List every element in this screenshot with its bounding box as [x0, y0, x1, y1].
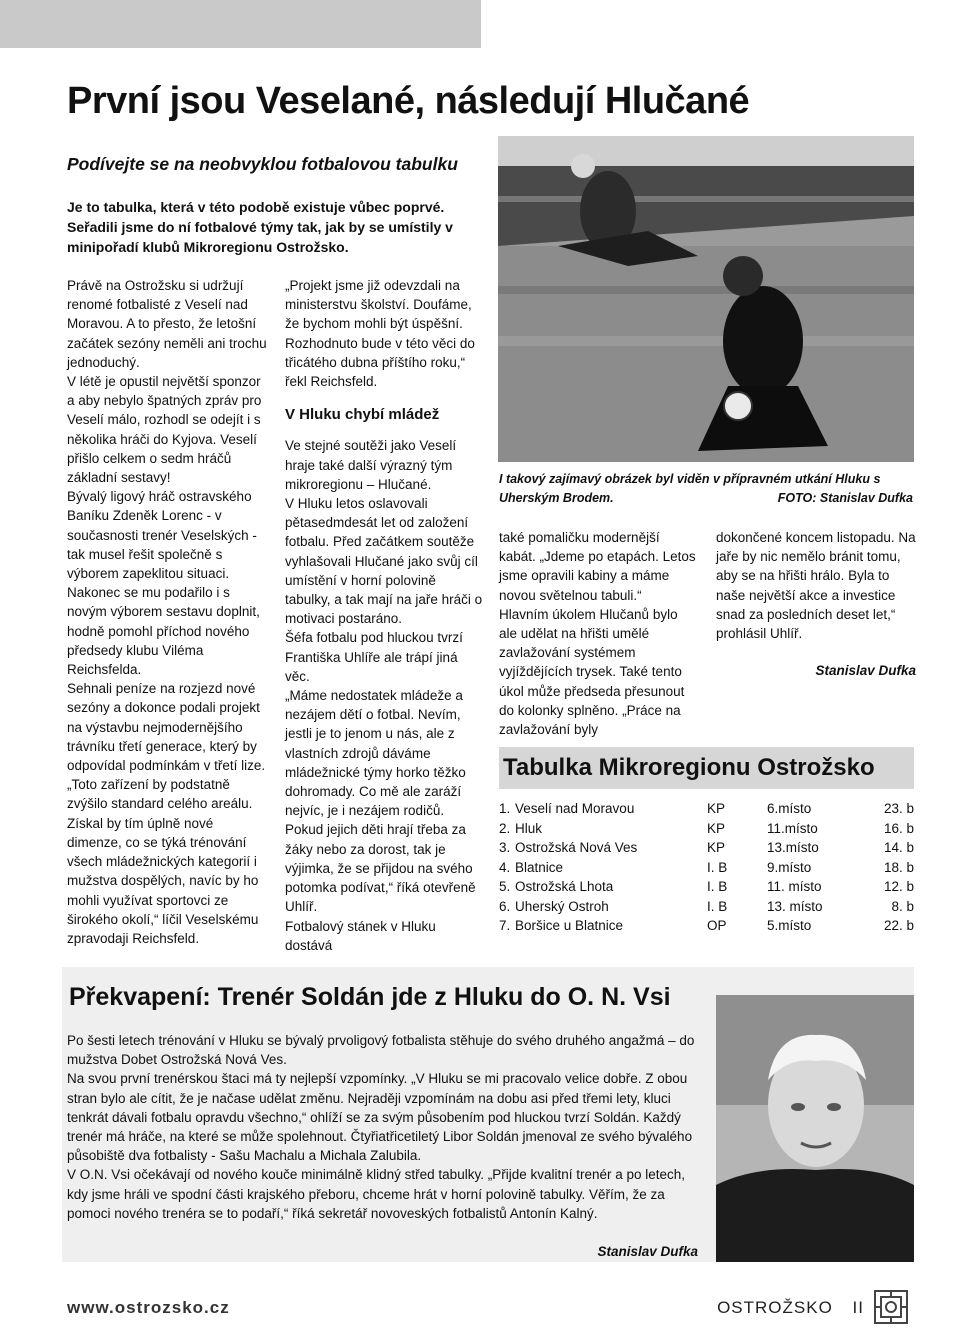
place-cell: 13.místo	[767, 840, 819, 856]
rank-cell: 6.	[499, 898, 511, 914]
paragraph: V létě je opustil největší sponzor a aby nebylo špatných zpráv pro Veselí málo, rozhodl se odejít i s několika hráči do Kyjova. Veselí přišlo celkem o sedm hráčů základní sestavy!	[67, 374, 262, 486]
ornament-logo-icon	[874, 1290, 908, 1324]
points-cell: 22. b	[883, 918, 914, 934]
team-cell: Ostrožská Nová Ves	[515, 840, 638, 856]
paragraph: Právě na Ostrožsku si udržují renomé fotbalisté z Veselí nad Moravou. A to přesto, že letošní začátek sezóny neměli ani trochu jednoduchý.	[67, 278, 267, 370]
text-column-1	[67, 276, 267, 948]
rank-cell: 3.	[499, 840, 511, 856]
photo-credit: FOTO: Stanislav Dufka	[777, 491, 913, 505]
league-cell: OP	[707, 918, 727, 934]
caption-text: I takový zajímavý obrázek byl viděn v přípravném utkání Hluku s Uherským Brodem.	[499, 472, 881, 505]
league-table-title: Tabulka Mikroregionu Ostrožsko	[499, 747, 914, 789]
league-cell: I. B	[707, 879, 728, 895]
place-cell: 5.místo	[767, 918, 812, 934]
top-gray-bar	[0, 0, 481, 48]
team-cell: Blatnice	[515, 859, 564, 875]
footer-website: www.ostrozsko.cz	[67, 1298, 230, 1317]
paragraph: „Projekt jsme již odevzdali na ministerstvu školství. Doufáme, že bychom mohli být úspěšní. Rozhodnuto bude v této věci do třicátého dubna příštího roku,“ řekl Reichsfeld.	[285, 278, 475, 390]
points-cell: 16. b	[883, 820, 914, 836]
table-row	[499, 916, 914, 936]
place-cell: 11. místo	[767, 879, 822, 895]
paragraph: „Máme nedostatek mládeže a nezájem dětí o fotbal. Nevím, jestli je to jenom u nás, ale z vlastních zdrojů dáváme mládežnické týmy horko těžko dohromady. Co mě ale zaráží nejvíc, je i nezájem rodičů. Pokud jejich děti hrají třeba za žáky nebo za dorost, tak je výjimka, že se přijdou na svého potomka podívat,“ říká otevřeně Uhlíř.	[285, 688, 476, 915]
league-cell: KP	[707, 840, 726, 856]
paragraph: Fotbalový stánek v Hluku dostává	[285, 918, 436, 953]
text-column-4	[716, 528, 916, 680]
points-cell: 14. b	[883, 840, 914, 856]
team-cell: Hluk	[515, 820, 543, 836]
paragraph: dokončené koncem listopadu. Na jaře by nic nemělo bránit tomu, aby se na hřišti hrálo. Byla to naše největší akce a investice snad za posledních deset let,“ prohlásil Uhlíř.	[716, 530, 916, 642]
photo-caption	[499, 470, 913, 508]
paragraph: také pomaličku modernější kabát. „Jdeme po etapách. Letos jsme opravili kabiny a máme novou světelnou tabuli.“	[499, 530, 696, 603]
paragraph: „Toto zařízení by podstatně zvýšilo standard celého areálu. Získal by tím úplně nové dimenze, co se týká trénování všech mládežnických kategorií i mužstva dospělých, navíc by ho mohli využívat sportovci ze širokého okolí,“ líčil Veselskému zpravodaji Reichsfeld.	[67, 777, 259, 946]
table-row	[499, 838, 914, 858]
paragraph: Hlavním úkolem Hlučanů bylo ale udělat na hřišti umělé zavlažování systémem vyjíždějících trysek. Také tento úkol může předseda přesunout do kolonky splněno. „Práce na zavlažování byly	[499, 606, 685, 738]
article-headline: První jsou Veselané, následují Hlučané	[67, 80, 750, 122]
place-cell: 11.místo	[767, 820, 818, 836]
team-cell: Ostrožská Lhota	[515, 879, 614, 895]
football-match-photo	[498, 136, 914, 462]
rank-cell: 7.	[499, 918, 511, 934]
points-cell: 18. b	[883, 859, 914, 875]
league-cell: I. B	[707, 898, 728, 914]
points-cell: 8. b	[891, 898, 914, 914]
paragraph: V O.N. Vsi očekávají od nového kouče minimálně klidný střed tabulky. „Přijde kvalitní trenér a po letech, kdy jsme hráli ve spodní části krajského přeboru, chceme hrát v horní polovině tabulky. Věřím, že za pomoci nového trenéra se to podaří,“ říká sekretář novoveských fotbalistů Antonín Kalný.	[67, 1167, 686, 1221]
rank-cell: 5.	[499, 879, 511, 895]
points-cell: 23. b	[883, 801, 914, 817]
paragraph: Šéfa fotbalu pod hluckou tvrzí Františka Uhlíře ale trápí jiná věc.	[285, 630, 463, 684]
article-lead: Je to tabulka, která v této podobě existuje vůbec poprvé. Seřadili jsme do ní fotbalové týmy tak, jak by se umístily v minipořadí klubů Mikroregionu Ostrožsko.	[67, 199, 453, 255]
table-row	[499, 799, 914, 819]
section-subheading: V Hluku chybí mládež	[285, 406, 440, 424]
text-column-3	[499, 528, 699, 739]
table-row	[499, 858, 914, 878]
paragraph: Po šesti letech trénování v Hluku se bývalý prvoligový fotbalista stěhuje do svého druhého angažmá – do mužstva Dobet Ostrožská Nová Ves.	[67, 1033, 695, 1068]
paragraph: Na svou první trenérskou štaci má ty nejlepší vzpomínky. „V Hluku se mi pracovalo velice dobře. Z obou stran bylo ale cítit, že je načase udělat změnu. Nejraději vzpomínám na dobu asi před třemi lety, kluci tenkrát dávali fotbalu opravdu všechno,“ ohlíží se za svým působením pod hluckou tvrzí Soldán. Každý trenér má hráče, na které se může spolehnout. Čtyřiatřicetiletý Libor Soldán jmenoval ze svého bývalého působiště dva fotbalisty - Sašu Machalu a Michala Zalubila.	[67, 1071, 693, 1164]
place-cell: 13. místo	[767, 898, 823, 914]
league-table-box	[499, 747, 914, 936]
author-signature: Stanislav Dufka	[815, 663, 916, 679]
points-cell: 12. b	[883, 879, 914, 895]
paragraph: V Hluku letos oslavovali pětasedmdesát let od založení fotbalu. Před začátkem soutěže vyhlašovali Hlučané jako svůj cíl umístění v horní polovině tabulky, a tak mají na jaře hráči o motivaci postaráno.	[285, 496, 483, 627]
bottom-article-title: Překvapení: Trenér Soldán jde z Hluku do O. N. Vsi	[69, 983, 671, 1011]
bottom-article-text	[67, 1031, 705, 1223]
table-row	[499, 897, 914, 917]
team-cell: Veselí nad Moravou	[515, 801, 635, 817]
team-cell: Uherský Ostroh	[515, 898, 609, 914]
article-subheadline: Podívejte se na neobvyklou fotbalovou tabulku	[67, 154, 458, 174]
league-cell: KP	[707, 801, 726, 817]
table-row	[499, 877, 914, 897]
team-cell: Boršice u Blatnice	[515, 918, 624, 934]
league-cell: KP	[707, 820, 726, 836]
place-cell: 9.místo	[767, 859, 812, 875]
table-row	[499, 819, 914, 839]
paragraph: Bývalý ligový hráč ostravského Baníku Zdeněk Lorenc - v současnosti trenér Veselských - tak musel řešit společně s výborem zapeklitou situaci. Nakonec se mu podařilo i s novým výborem sestavu doplnit, hodně pomohl příchod nového předsedy klubu Viléma Reichsfelda.	[67, 489, 260, 678]
text-column-2	[285, 276, 485, 955]
rank-cell: 1.	[499, 801, 511, 817]
league-cell: I. B	[707, 859, 728, 875]
place-cell: 6.místo	[767, 801, 812, 817]
footer-region	[717, 1298, 864, 1318]
paragraph: Ve stejné soutěži jako Veselí hraje také další výrazný tým mikroregionu – Hlučané.	[285, 438, 457, 492]
rank-cell: 4.	[499, 859, 511, 875]
rank-cell: 2.	[499, 820, 511, 836]
footer-region-name: OSTROŽSKO	[717, 1298, 833, 1317]
bottom-author-signature: Stanislav Dufka	[597, 1244, 698, 1259]
coach-portrait-photo	[716, 995, 914, 1262]
league-table	[499, 799, 914, 936]
paragraph: Sehnali peníze na rozjezd nové sezóny a dokonce podali projekt na výstavbu nejmodernějšího trávníku třetí generace, který by odpovídal podmínkám v třetí lize.	[67, 681, 266, 774]
footer-page-number: II	[852, 1298, 864, 1317]
